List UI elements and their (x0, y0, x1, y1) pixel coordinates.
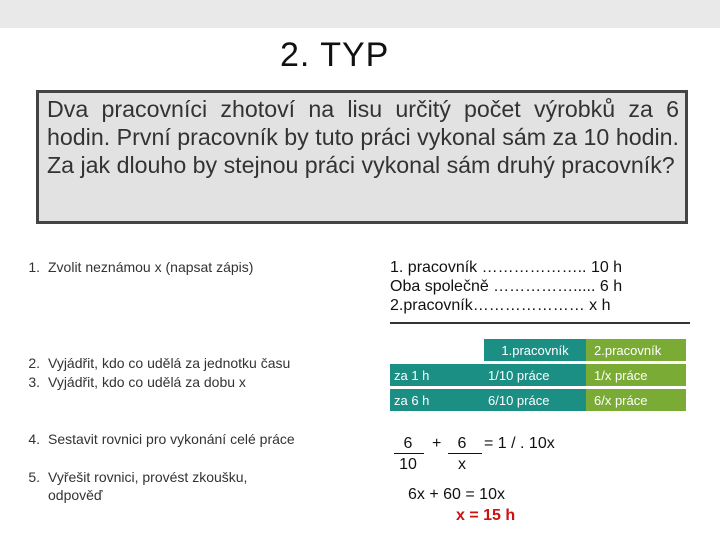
table-cell: 6/10 práce (484, 389, 586, 411)
step-number: 4. (28, 431, 40, 447)
divider (390, 322, 690, 324)
slide-title: 2. TYP (280, 36, 390, 74)
fraction-numerator: 6 (457, 435, 467, 452)
steps-list (14, 0, 374, 540)
equation-line-2: 6x + 60 = 10x (408, 486, 505, 503)
step-text: Zvolit neznámou x (napsat zápis) (48, 259, 254, 275)
notation-line: 1. pracovník ……………….. 10 h (390, 259, 623, 276)
step-number: 2. (28, 355, 40, 371)
notation-block (390, 258, 622, 315)
step-1 (14, 258, 253, 276)
fraction-denominator: x (458, 456, 466, 473)
table-row (390, 364, 686, 386)
table-cell: 6/x práce (586, 389, 686, 411)
table-header-cell: 2.pracovník (586, 339, 686, 361)
table-row (390, 389, 686, 411)
step-number: 1. (28, 259, 40, 275)
step-5 (14, 468, 247, 504)
problem-text: Dva pracovníci zhotoví na lisu určitý počet výrobků za 6 hodin. První pracovník by tuto práci vykonal sám za 10 hodin. Za jak dlouho by stejnou práci vykonal sám druhý pracovník? (47, 96, 679, 178)
step-3 (14, 373, 246, 391)
fraction-bar (448, 453, 482, 454)
notation-line: 2.pracovník………………… x h (390, 297, 611, 314)
fraction-numerator: 6 (403, 435, 413, 452)
table-cell: za 6 h (390, 389, 484, 411)
step-number: 5. (28, 469, 40, 485)
fraction-bar (394, 453, 424, 454)
table-cell: 1/10 práce (484, 364, 586, 386)
table-cell: 1/x práce (586, 364, 686, 386)
step-text: odpověď (48, 487, 103, 503)
step-text: Sestavit rovnici pro vykonání celé práce (48, 431, 295, 447)
table-header-cell (390, 339, 484, 361)
step-4 (14, 430, 295, 448)
table-header-cell: 1.pracovník (484, 339, 586, 361)
table-header-row (390, 339, 686, 361)
equation-result: x = 15 h (456, 507, 516, 524)
step-text: Vyjádřit, kdo co udělá za dobu x (48, 374, 246, 390)
plus-sign: + (432, 435, 442, 452)
fraction-denominator: 10 (399, 456, 417, 473)
work-table (390, 336, 686, 414)
table-cell: za 1 h (390, 364, 484, 386)
step-text: Vyjádřit, kdo co udělá za jednotku času (48, 355, 291, 371)
step-text: Vyřešit rovnici, provést zkoušku, (48, 469, 248, 485)
equation-rest: = 1 / . 10x (484, 435, 555, 452)
notation-line: Oba společně ……………..... 6 h (390, 278, 623, 295)
step-2 (14, 354, 290, 372)
step-number: 3. (28, 374, 40, 390)
